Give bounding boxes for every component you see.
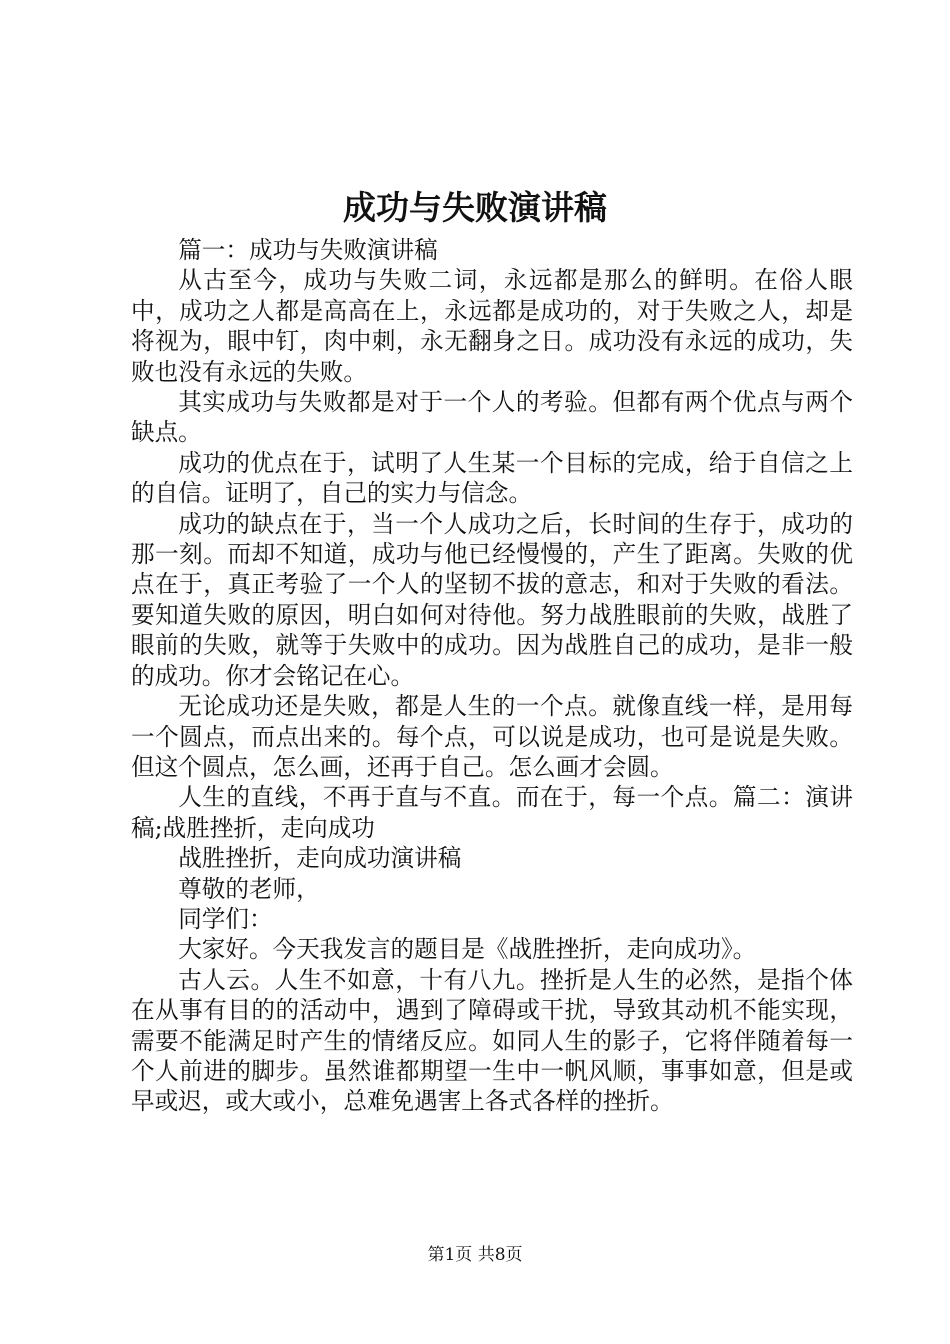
paragraph: 人生的直线，不再于直与不直。而在于，每一个点。篇二：演讲稿;战胜挫折，走向成功	[131, 783, 853, 842]
paragraph: 成功的缺点在于，当一个人成功之后，长时间的生存于，成功的那一刻。而却不知道，成功与他已经慢慢的，产生了距离。失败的优点在于，真正考验了一个人的坚韧不拔的意志，和对于失败的看法。要知道失败的原因，明白如何对待他。努力战胜眼前的失败，战胜了眼前的失败，就等于失败中的成功。因为战胜自己的成功，是非一般的成功。你才会铭记在心。	[131, 509, 853, 690]
paragraph: 其实成功与失败都是对于一个人的考验。但都有两个优点与两个缺点。	[131, 388, 853, 447]
document-title: 成功与失败演讲稿	[343, 188, 607, 227]
document-body	[131, 235, 853, 1117]
paragraph: 同学们：	[178, 904, 273, 933]
paragraph: 战胜挫折，走向成功演讲稿	[178, 844, 462, 873]
paragraph: 从古至今，成功与失败二词，永远都是那么的鲜明。在俗人眼中，成功之人都是高高在上，永远都是成功的，对于失败之人，却是将视为，眼中钉，肉中刺，永无翻身之日。成功没有永远的成功，失败也没有永远的失败。	[131, 266, 853, 386]
paragraph: 成功的优点在于，试明了人生某一个目标的完成，给于自信之上的自信。证明了，自己的实力与信念。	[131, 448, 853, 508]
page-footer: 第1页 共8页	[427, 1245, 523, 1265]
paragraph: 尊敬的老师，	[178, 874, 320, 903]
paragraph: 大家好。今天我发言的题目是《战胜挫折，走向成功》。	[178, 935, 757, 964]
paragraph: 古人云。人生不如意，十有八九。挫折是人生的必然，是指个体在从事有目的的活动中，遇到了障碍或干扰，导致其动机不能实现，需要不能满足时产生的情绪反应。如同人生的影子，它将伴随着每一个人前进的脚步。虽然谁都期望一生中一帆风顺，事事如意，但是或早或迟，或大或小，总难免遇害上各式各样的挫折。	[131, 965, 853, 1116]
paragraph: 篇一：成功与失败演讲稿	[178, 236, 438, 264]
paragraph: 无论成功还是失败，都是人生的一个点。就像直线一样，是用每一个圆点，而点出来的。每个点，可以说是成功，也可是说是失败。但这个圆点，怎么画，还再于自己。怎么画才会圆。	[131, 692, 853, 781]
